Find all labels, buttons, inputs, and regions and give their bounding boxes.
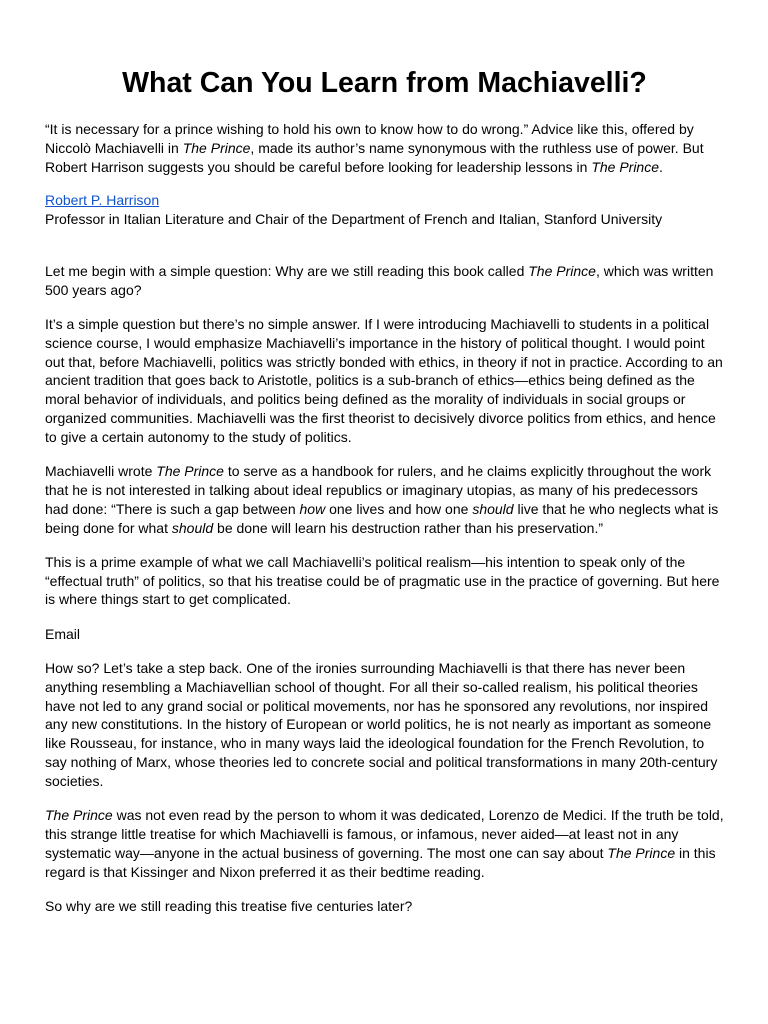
intro-paragraph: “It is necessary for a prince wishing to hold his own to know how to do wrong.” Advice like this, offered by Niccolò Machiavelli in The Prince, made its author’s name synonymous with the ruthless use of power. But Robert Harrison suggests you should be careful before looking for leadership lessons in The Prince. xyxy=(45,121,704,175)
author-name-line xyxy=(45,191,724,210)
article-body xyxy=(45,262,724,916)
body-paragraph: This is a prime example of what we call Machiavelli’s political realism—his intention to speak only of the “effectual truth” of politics, so that his treatise could be of pragmatic use in the practice of governing. But here is where things start to get complicated. xyxy=(45,553,720,608)
author-block xyxy=(45,191,724,229)
italic-text: how xyxy=(299,500,326,517)
body-paragraph: So why are we still reading this treatise five centuries later? xyxy=(45,897,413,914)
body-paragraph: How so? Let’s take a step back. One of the ironies surrounding Machiavelli is that there has never been anything resembling a Machiavellian school of thought. For all their so-called realism, his political theories have not led to any grand social or political movements, nor has he sponsored any revolutions, nor inspired any new constitutions. In the history of European or world politics, he is not nearly as important as someone like Rousseau, for instance, who in many ways laid the ideological foundation for the French Revolution, to say nothing of Marx, whose theories led to concrete social and political transformations in many 20th-century societies. xyxy=(45,660,718,789)
italic-text: should xyxy=(171,519,214,536)
body-paragraph: Let me begin with a simple question: Why are we still reading this book called The Prince, which was written 500 years ago? xyxy=(45,262,714,298)
italic-text: The Prince xyxy=(45,807,113,824)
italic-text: should xyxy=(472,500,514,517)
italic-text: The Prince xyxy=(591,158,660,175)
author-affiliation: Professor in Italian Literature and Chair of the Department of French and Italian, Stanford University xyxy=(45,211,663,228)
author-link[interactable]: Robert P. Harrison xyxy=(45,192,160,209)
italic-text: The Prince xyxy=(607,844,676,861)
email-label: Email xyxy=(45,625,81,642)
body-paragraph: It’s a simple question but there’s no simple answer. If I were introducing Machiavelli to students in a political science course, I would emphasize Machiavelli’s importance in the history of political thought. I would point out that, before Machiavelli, politics was strictly bonded with ethics, in theory if not in practice. According to an ancient tradition that goes back to Aristotle, politics is a sub-branch of ethics—ethics being defined as the moral behavior of individuals, and politics being defined as the morality of individuals in social groups or organized communities. Machiavelli was the first theorist to decisively divorce politics from ethics, and hence to give a certain autonomy to the study of politics. xyxy=(45,316,723,445)
body-paragraph: Machiavelli wrote The Prince to serve as a handbook for rulers, and he claims explicitly throughout the work that he is not interested in talking about ideal republics or imaginary utopias, as many of his predecessors had done: “There is such a gap between how one lives and how one should live that he who neglects what is being done for what should be done will learn his destruction rather than his preservation.” xyxy=(45,463,719,536)
italic-text: The Prince xyxy=(528,262,596,279)
page-title: What Can You Learn from Machiavelli? xyxy=(122,67,647,99)
body-paragraph: The Prince was not even read by the person to whom it was dedicated, Lorenzo de Medici. If the truth be told, this strange little treatise for which Machiavelli is famous, or infamous, never aided—at least not in any systematic way—anyone in the actual business of governing. The most one can say about The Prince in this regard is that Kissinger and Nixon preferred it as their bedtime reading. xyxy=(45,807,724,880)
italic-text: The Prince xyxy=(156,463,224,480)
italic-text: The Prince xyxy=(182,139,251,156)
